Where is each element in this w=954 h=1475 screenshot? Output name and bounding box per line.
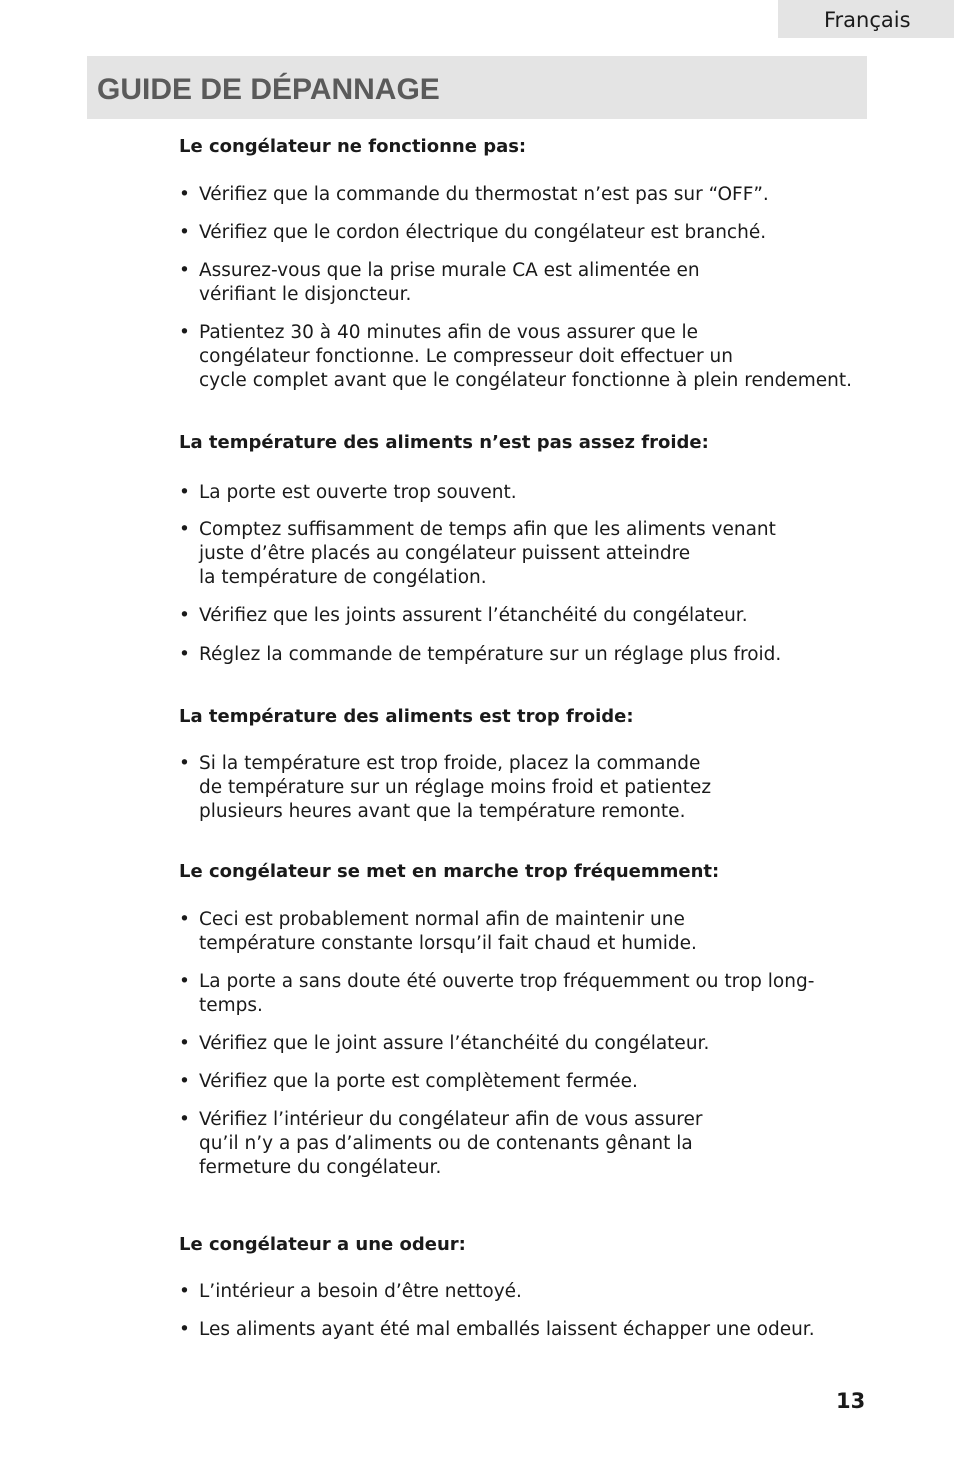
bullet-icon: •	[179, 1319, 190, 1340]
bullet-icon: •	[179, 1071, 190, 1092]
list-item: • Vérifiez que le joint assure l’étanchéité du congélateur.	[179, 1033, 710, 1054]
page-number: 13	[836, 1389, 866, 1413]
list-item: • Comptez suffisamment de temps afin que les aliments venant juste d’être placés au congélateur puissent atteindre la température de congélation.	[179, 519, 776, 588]
bullet-icon: •	[179, 482, 190, 503]
list-item: • Assurez-vous que la prise murale CA est alimentée en vérifiant le disjoncteur.	[179, 260, 700, 305]
list-item: • Vérifiez que le cordon électrique du congélateur est branché.	[179, 222, 767, 243]
bullet-icon: •	[179, 1281, 190, 1302]
bullet-icon: •	[179, 1033, 190, 1054]
bullet-icon: •	[179, 605, 190, 626]
section-heading: La température des aliments n’est pas assez froide:	[179, 432, 709, 453]
bullet-icon: •	[179, 222, 190, 243]
list-item: • Vérifiez que la porte est complètement fermée.	[179, 1071, 638, 1092]
language-tab: Français	[778, 0, 954, 38]
page-title: GUIDE DE DÉPANNAGE	[97, 73, 440, 106]
section-heading: La température des aliments est trop froide:	[179, 706, 634, 727]
list-item: • L’intérieur a besoin d’être nettoyé.	[179, 1281, 522, 1302]
bullet-icon: •	[179, 322, 190, 343]
list-item: • La porte a sans doute été ouverte trop fréquemment ou trop long- temps.	[179, 971, 815, 1016]
bullet-icon: •	[179, 260, 190, 281]
list-item: • Vérifiez que la commande du thermostat n’est pas sur “OFF”.	[179, 184, 769, 205]
section-heading: Le congélateur se met en marche trop fréquemment:	[179, 861, 720, 882]
list-item: • Vérifiez que les joints assurent l’étanchéité du congélateur.	[179, 605, 748, 626]
list-item: • Réglez la commande de température sur un réglage plus froid.	[179, 644, 782, 665]
bullet-icon: •	[179, 644, 190, 665]
bullet-icon: •	[179, 519, 190, 540]
list-item: • La porte est ouverte trop souvent.	[179, 482, 517, 503]
section-heading: Le congélateur a une odeur:	[179, 1234, 466, 1255]
bullet-icon: •	[179, 753, 190, 774]
bullet-icon: •	[179, 971, 190, 992]
list-item: • Vérifiez l’intérieur du congélateur afin de vous assurer qu’il n’y a pas d’aliments ou de contenants gênant la fermeture du congélateur.	[179, 1109, 703, 1178]
bullet-icon: •	[179, 184, 190, 205]
bullet-icon: •	[179, 1109, 190, 1130]
list-item: • Ceci est probablement normal afin de maintenir une température constante lorsqu’il fait chaud et humide.	[179, 909, 697, 954]
list-item: • Patientez 30 à 40 minutes afin de vous assurer que le congélateur fonctionne. Le compresseur doit effectuer un cycle complet avant que le congélateur fonctionne à plein rendement.	[179, 322, 852, 391]
list-item: • Si la température est trop froide, placez la commande de température sur un réglage moins froid et patientez plusieurs heures avant que la température remonte.	[179, 753, 712, 822]
list-item: • Les aliments ayant été mal emballés laissent échapper une odeur.	[179, 1319, 815, 1340]
title-banner	[87, 56, 867, 119]
bullet-icon: •	[179, 909, 190, 930]
section-heading: Le congélateur ne fonctionne pas:	[179, 136, 527, 157]
